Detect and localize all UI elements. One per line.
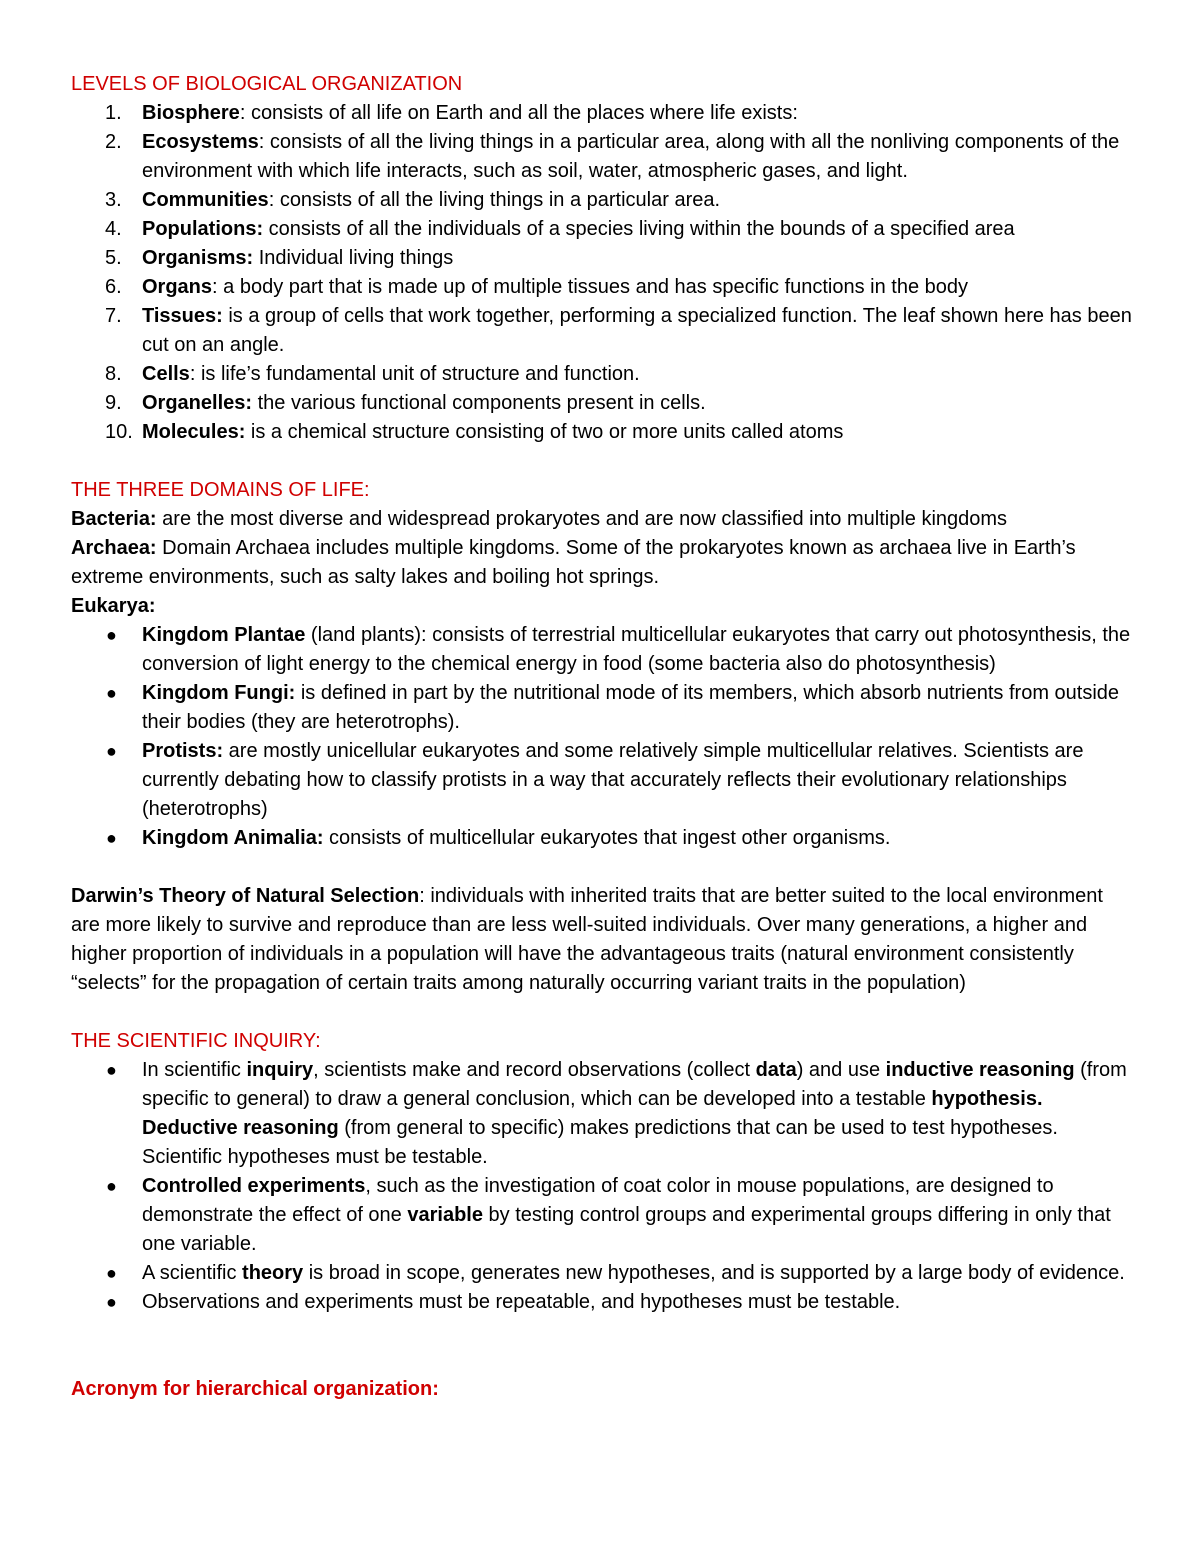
eukarya-item-animalia: [71, 824, 1136, 853]
keyword: inquiry: [246, 1059, 314, 1081]
darwin-paragraph: [71, 882, 1136, 998]
bacteria-term: Bacteria:: [71, 508, 157, 530]
keyword: variable: [407, 1204, 483, 1226]
item-number: 8.: [105, 363, 122, 385]
acronym-heading: Acronym for hierarchical organization:: [71, 1378, 439, 1400]
item-text: (land plants): consists of terrestrial multicellular eukaryotes that carry out photosynthesis, the conversion of light energy to the chemical energy in food (some bacteria also do photosynthesis): [142, 624, 1131, 675]
item-text: is a group of cells that work together, performing a specialized function. The leaf shown here has been cut on an angle.: [142, 305, 1132, 356]
item-separator: :: [268, 189, 280, 211]
item-number: 5.: [105, 247, 122, 269]
item-text: consists of all the living things in a particular area.: [279, 189, 721, 211]
levels-item-molecules: [71, 418, 1136, 447]
bullet-icon: ●: [106, 1176, 117, 1196]
item-text: is defined in part by the nutritional mode of its members, which absorb nutrients from outside their bodies (they are heterotrophs).: [142, 682, 1120, 733]
item-term: Molecules:: [142, 421, 246, 443]
levels-item-biosphere: [71, 99, 1136, 128]
bacteria-text: are the most diverse and widespread prokaryotes and are now classified into multiple kingdoms: [156, 508, 1008, 530]
darwin-section: [71, 882, 1136, 998]
bacteria-paragraph: [71, 505, 1136, 534]
spacer: [71, 853, 1136, 882]
levels-item-tissues: [71, 302, 1136, 360]
bullet-icon: ●: [106, 683, 117, 703]
document-content: [71, 70, 1136, 1404]
eukarya-label-paragraph: [71, 592, 1136, 621]
bullet-icon: ●: [106, 1263, 117, 1283]
text-run: is broad in scope, generates new hypotheses, and is supported by a large body of evidence.: [303, 1262, 1125, 1284]
text-run: (from general to specific) makes predictions that can be used to test hypotheses. Scientific hypotheses must be testable.: [142, 1117, 1058, 1168]
levels-item-communities: [71, 186, 1136, 215]
item-term: Protists:: [142, 740, 224, 762]
inquiry-item-repeatable: [71, 1288, 1136, 1317]
text-run: A scientific: [142, 1262, 243, 1284]
levels-item-ecosystems: [71, 128, 1136, 186]
item-term: Populations:: [142, 218, 264, 240]
item-number: 2.: [105, 131, 122, 153]
item-term: Organelles:: [142, 392, 253, 414]
item-number: 9.: [105, 392, 122, 414]
domains-section: [71, 476, 1136, 853]
item-separator: :: [239, 102, 251, 124]
item-text: is a chemical structure consisting of two or more units called atoms: [250, 421, 844, 443]
keyword: theory: [242, 1262, 304, 1284]
bullet-icon: ●: [106, 625, 117, 645]
text-run: (from specific to general) to draw a general conclusion, which can be developed into a testable: [142, 1059, 1127, 1110]
item-text: the various functional components present in cells.: [257, 392, 706, 414]
text-run: ) and use: [796, 1059, 886, 1081]
inquiry-section: [71, 1027, 1136, 1317]
keyword: Controlled experiments: [142, 1175, 366, 1197]
levels-item-cells: [71, 360, 1136, 389]
bullet-icon: ●: [106, 1060, 117, 1080]
spacer: [71, 1317, 1136, 1375]
item-number: 3.: [105, 189, 122, 211]
item-separator: :: [212, 276, 224, 298]
levels-item-populations: [71, 215, 1136, 244]
archaea-text: Domain Archaea includes multiple kingdoms. Some of the prokaryotes known as archaea live in Earth’s extreme environments, such as salty lakes and boiling hot springs.: [71, 537, 1076, 588]
text-run: In scientific: [142, 1059, 247, 1081]
item-term: Tissues:: [142, 305, 223, 327]
levels-list: [71, 99, 1136, 447]
keyword: inductive reasoning: [885, 1059, 1075, 1081]
item-text: consists of all the living things in a particular area, along with all the nonliving components of the environment with which life interacts, such as soil, water, atmospheric gases, and light.: [142, 131, 1120, 182]
archaea-paragraph: [71, 534, 1136, 592]
item-term: Communities: [142, 189, 269, 211]
item-term: Organisms:: [142, 247, 254, 269]
item-text: a body part that is made up of multiple tissues and has specific functions in the body: [223, 276, 969, 298]
item-term: Kingdom Plantae: [142, 624, 306, 646]
inquiry-list: [71, 1056, 1136, 1317]
bullet-icon: ●: [106, 828, 117, 848]
item-number: 1.: [105, 102, 122, 124]
archaea-term: Archaea:: [71, 537, 157, 559]
acronym-section: [71, 1375, 1136, 1404]
item-number: 4.: [105, 218, 122, 240]
text-run: , such as the investigation of coat color in mouse populations, are designed to demonstrate the effect of one: [142, 1175, 1054, 1226]
levels-item-organs: [71, 273, 1136, 302]
text-run: by testing control groups and experimental groups differing in only that one variable.: [142, 1204, 1111, 1255]
eukarya-item-plantae: [71, 621, 1136, 679]
eukarya-list: [71, 621, 1136, 853]
text-run: Observations and experiments must be repeatable, and hypotheses must be testable.: [142, 1291, 901, 1313]
item-term: Kingdom Animalia:: [142, 827, 324, 849]
levels-heading: LEVELS OF BIOLOGICAL ORGANIZATION: [71, 73, 463, 95]
item-term: Cells: [142, 363, 190, 385]
item-separator: :: [189, 363, 201, 385]
eukarya-item-protists: [71, 737, 1136, 824]
item-number: 7.: [105, 305, 122, 327]
item-text: is life’s fundamental unit of structure and function.: [200, 363, 640, 385]
bullet-icon: ●: [106, 741, 117, 761]
levels-item-organisms: [71, 244, 1136, 273]
item-text: are mostly unicellular eukaryotes and some relatively simple multicellular relatives. Scientists are currently debating how to classify protists in a way that accurately reflects their evolutionary relationships (heterotrophs): [142, 740, 1084, 820]
darwin-text: : individuals with inherited traits that are better suited to the local environment are more likely to survive and reproduce than are less well-suited individuals. Over many generations, a higher and higher proportion of individuals in a population will have the advantageous traits (natural environment consistently “selects” for the propagation of certain traits among naturally occurring variant traits in the population): [71, 885, 1103, 994]
darwin-term: Darwin’s Theory of Natural Selection: [71, 885, 420, 907]
inquiry-heading: THE SCIENTIFIC INQUIRY:: [71, 1030, 321, 1052]
eukarya-item-fungi: [71, 679, 1136, 737]
inquiry-item-theory: [71, 1259, 1136, 1288]
item-text: consists of all the individuals of a species living within the bounds of a specified area: [268, 218, 1015, 240]
inquiry-item-inquiry: [71, 1056, 1136, 1172]
item-text: consists of all life on Earth and all the places where life exists:: [250, 102, 798, 124]
item-separator: :: [258, 131, 270, 153]
levels-item-organelles: [71, 389, 1136, 418]
inquiry-item-controlled: [71, 1172, 1136, 1259]
item-text: consists of multicellular eukaryotes that ingest other organisms.: [323, 827, 891, 849]
spacer: [71, 447, 1136, 476]
eukarya-term: Eukarya:: [71, 595, 156, 617]
item-term: Ecosystems: [142, 131, 259, 153]
spacer: [71, 998, 1136, 1027]
text-run: , scientists make and record observations (collect: [313, 1059, 756, 1081]
levels-section: [71, 70, 1136, 447]
item-text: Individual living things: [258, 247, 454, 269]
bullet-icon: ●: [106, 1292, 117, 1312]
item-term: Biosphere: [142, 102, 240, 124]
keyword: data: [755, 1059, 797, 1081]
item-number: 10.: [105, 421, 133, 443]
item-term: Organs: [142, 276, 213, 298]
item-number: 6.: [105, 276, 122, 298]
item-term: Kingdom Fungi:: [142, 682, 296, 704]
domains-heading: THE THREE DOMAINS OF LIFE:: [71, 479, 370, 501]
keyword: hypothesis. Deductive reasoning: [142, 1088, 1043, 1139]
